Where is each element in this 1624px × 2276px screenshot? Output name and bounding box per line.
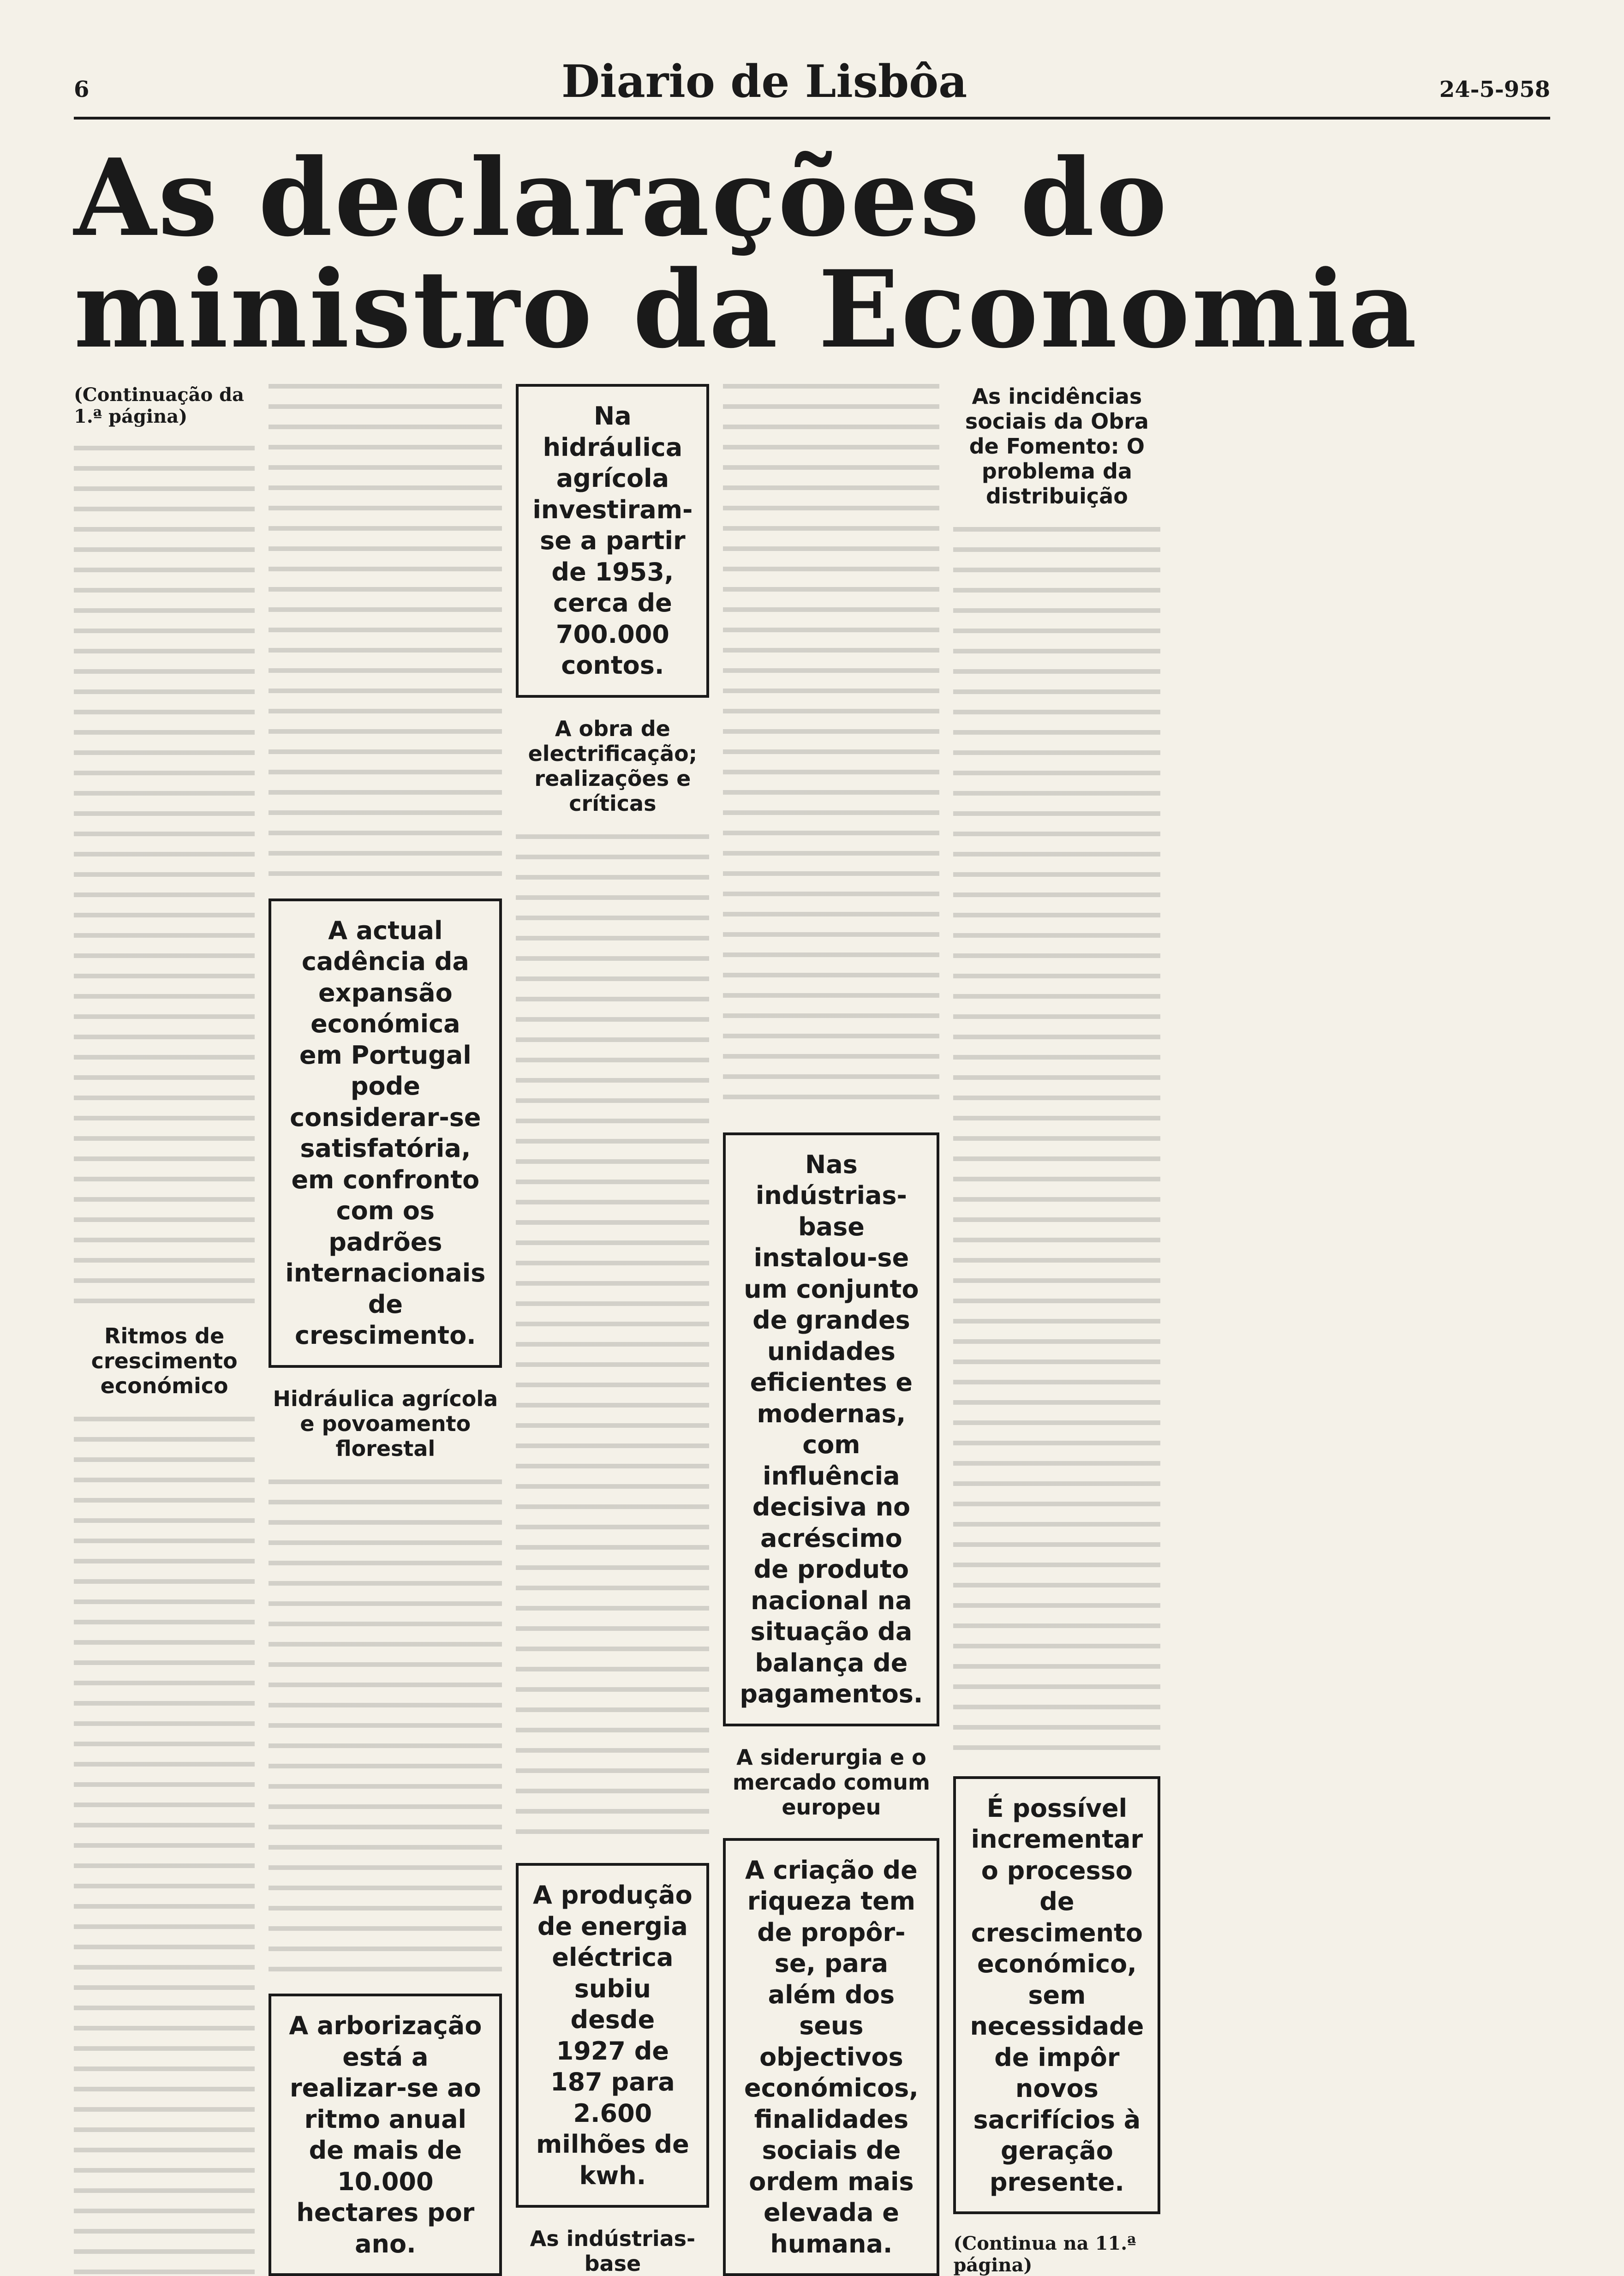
- column-5: [953, 384, 1160, 2276]
- pull-quote: Na hidráulica agrícola investiram-se a partir de 1953, cerca de 700.000 contos.: [516, 384, 709, 698]
- subhead: Hidráulica agrícola e povoamento florestal: [269, 1386, 502, 1461]
- pull-quote: É possível incrementar o processo de crescimento económico, sem necessidade de impôr novos sacrifícios à geração presente.: [953, 1776, 1160, 2215]
- pull-quote: A criação de riqueza tem de propôr-se, para além dos seus objectivos económicos, finalidades sociais de ordem mais elevada e humana.: [723, 1838, 939, 2276]
- body-text: [269, 384, 502, 880]
- subhead: As incidências sociais da Obra de Fomento: O problema da distribuição: [953, 384, 1160, 509]
- body-text: [516, 834, 709, 1845]
- masthead: [74, 55, 1550, 120]
- body-text: [74, 1417, 255, 2276]
- subhead: Ritmos de crescimento económico: [74, 1324, 255, 1398]
- body-text: [723, 384, 939, 1114]
- page-number: 6: [74, 77, 89, 102]
- body-text: [269, 1479, 502, 1976]
- subhead: As indústrias-base: [516, 2226, 709, 2276]
- article-columns: [74, 384, 1550, 2276]
- continuation-note: (Continuação da 1.ª página): [74, 384, 255, 427]
- paper-name: Diario de Lisbôa: [561, 55, 967, 108]
- column-3: [516, 384, 709, 2276]
- column-4: [723, 384, 939, 2276]
- headline: As declarações do ministro da Economia: [74, 143, 1550, 365]
- pull-quote: A actual cadência da expansão económica em Portugal pode considerar-se satisfatória, em confronto com os padrões internacionais de crescimento.: [269, 898, 502, 1368]
- column-2: [269, 384, 502, 2276]
- continued-note: (Continua na 11.ª página): [953, 2233, 1160, 2276]
- column-1: [74, 384, 255, 2276]
- pull-quote: Nas indústrias-base instalou-se um conjunto de grandes unidades eficientes e modernas, com influência decisiva no acréscimo de produto nacional na situação da balança de pagamentos.: [723, 1132, 939, 1726]
- pull-quote: A arborização está a realizar-se ao ritmo anual de mais de 10.000 hectares por ano.: [269, 1994, 502, 2276]
- subhead: A obra de electrificação; realizações e críticas: [516, 716, 709, 816]
- body-text: [953, 527, 1160, 1758]
- body-text: [74, 446, 255, 1305]
- subhead: A siderurgia e o mercado comum europeu: [723, 1745, 939, 1820]
- issue-date: 24-5-958: [1439, 77, 1550, 102]
- pull-quote: A produção de energia eléctrica subiu desde 1927 de 187 para 2.600 milhões de kwh.: [516, 1863, 709, 2208]
